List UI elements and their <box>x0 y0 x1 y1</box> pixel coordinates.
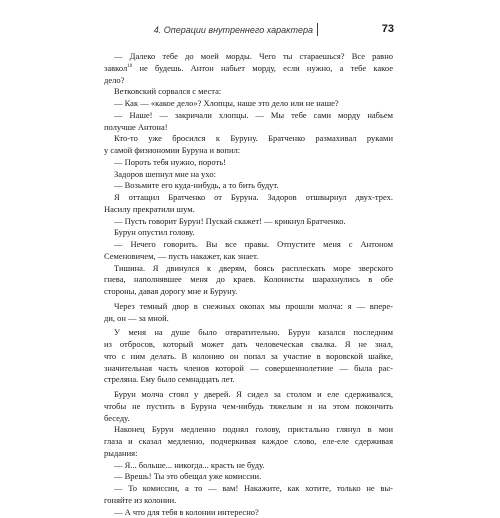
text-line <box>104 51 393 63</box>
text-line <box>104 145 393 157</box>
text-line-content: Через темный двор в снежных окопах мы прошли молча: я — впере- <box>114 301 393 311</box>
text-line-content: — Врешь! Ты это обещал уже комиссии. <box>114 471 261 481</box>
text-line <box>104 401 393 413</box>
page-number: 73 <box>382 23 394 35</box>
text-line-content: у самой физиономии Буруна и вопил: <box>104 145 240 155</box>
text-line-content: глаза и сказал медленно, подчеркивая каждое слово, еле-еле сдерживая <box>104 436 393 446</box>
text-line <box>104 351 393 363</box>
text-line-content: — Пусть говорит Бурун! Пускай скажет! — крикнул Братченко. <box>114 216 346 226</box>
text-line <box>104 389 393 401</box>
text-line-content: Я оттащил Братченко от Буруна. Задоров отшвырнул двух-трех. <box>114 192 393 202</box>
text-line <box>104 471 393 483</box>
text-line <box>104 460 393 472</box>
text-line <box>104 251 393 263</box>
text-line-content: — Далеко тебе до моей морды. Чего ты стараешься? Все равно <box>114 51 393 61</box>
text-line-content: Наконец Бурун медленно поднял голову, пристально глянул в мои <box>114 424 393 434</box>
text-line <box>104 86 393 98</box>
text-line-content: значительная часть членов которой — совершеннолетние — была рас- <box>104 363 393 373</box>
text-line <box>104 169 393 181</box>
text-line <box>104 374 393 386</box>
text-line <box>104 192 393 204</box>
text-line-content: завкол <box>104 63 127 73</box>
text-line-content: Задоров шепнул мне на ухо: <box>114 169 216 179</box>
text-line-content: Кто-то уже бросился к Буруну. Братченко размахивал руками <box>114 133 393 143</box>
text-line <box>104 483 393 495</box>
text-line-content: ди, он — за мной. <box>104 313 169 323</box>
text-line-content: стреляна. Ему было семнадцать лет. <box>104 374 235 384</box>
text-line-content: Насилу прекратили шум. <box>104 204 195 214</box>
text-line-content: — Возьмите его куда-нибудь, а то бить будут. <box>114 180 279 190</box>
text-line <box>104 436 393 448</box>
text-line-content: Ветковский сорвался с места: <box>114 86 221 96</box>
text-line-content: — А что для тебя в колонии интересно? <box>114 507 259 517</box>
text-line <box>104 98 393 110</box>
text-line <box>104 274 393 286</box>
header-divider <box>317 23 318 36</box>
text-line-content: — Наше! — закричали хлопцы. — Мы тебе сами морду набьем <box>114 110 393 120</box>
text-line <box>104 424 393 436</box>
text-line <box>104 339 393 351</box>
footnote-marker[interactable]: 10 <box>127 64 132 69</box>
text-line-content: — Пороть тебя нужно, пороть! <box>114 157 226 167</box>
text-line-content: что с ним делать. В колонию он попал за участие в воровской шайке, <box>104 351 393 361</box>
text-line <box>104 110 393 122</box>
text-line-content: получше Антона! <box>104 122 168 132</box>
text-line <box>104 263 393 275</box>
text-line-content: беседу. <box>104 413 130 423</box>
text-line <box>104 216 393 228</box>
text-line-content: Тишина. Я двинулся к дверям, боясь расплескать море зверского <box>114 263 393 273</box>
chapter-title: 4. Операции внутреннего характера <box>103 25 313 35</box>
text-line <box>104 63 393 75</box>
text-line-content: дело? <box>104 75 124 85</box>
text-line <box>104 180 393 192</box>
text-line-content: — То комиссии, а то — вам! Накажите, как хотите, только не вы- <box>114 483 393 493</box>
running-head <box>103 21 394 37</box>
text-line <box>104 75 393 87</box>
text-line <box>104 301 393 313</box>
text-line <box>104 122 393 134</box>
text-line-content: — Как — «какое дело»? Хлопцы, наше это дело или не наше? <box>114 98 339 108</box>
text-line <box>104 507 393 518</box>
text-line <box>104 363 393 375</box>
text-line <box>104 413 393 425</box>
text-line-content: Бурун молча стоял у дверей. Я сидел за столом и еле сдерживался, <box>114 389 393 399</box>
text-line <box>104 313 393 325</box>
text-line <box>104 286 393 298</box>
text-line <box>104 227 393 239</box>
text-line-content: чтобы не пустить в Буруна чем-нибудь тяжелым и на этом покончить <box>104 401 393 411</box>
text-line <box>104 204 393 216</box>
text-line <box>104 133 393 145</box>
text-line-content: гнева, наполнявшее меня до краев. Колонисты шарахнулись в обе <box>104 274 393 284</box>
text-line-content: из отбросов, который может дать человеческая свалка. Я не знал, <box>104 339 393 349</box>
text-line-content: Семеновичем, — пусть накажет, как знает. <box>104 251 258 261</box>
body-text <box>104 51 393 518</box>
text-line-continuation: не будешь. Антон набьет морду, если нужно, а тебе какое <box>132 63 393 73</box>
text-line-content: Бурун опустил голову. <box>114 227 195 237</box>
text-line-content: — Нечего говорить. Вы все правы. Отпустите меня с Антоном <box>114 239 393 249</box>
text-line-content: — Я... больше... никогда... красть не буду. <box>114 460 265 470</box>
text-line-content: рыдания: <box>104 448 137 458</box>
text-line <box>104 495 393 507</box>
text-line-content: У меня на душе было отвратительно. Бурун казался последним <box>114 327 393 337</box>
text-line-content: гоняйте из колонии. <box>104 495 176 505</box>
text-line <box>104 157 393 169</box>
text-line-content: стороны, давая дорогу мне и Буруну. <box>104 286 237 296</box>
text-line <box>104 327 393 339</box>
text-line <box>104 448 393 460</box>
text-line <box>104 239 393 251</box>
